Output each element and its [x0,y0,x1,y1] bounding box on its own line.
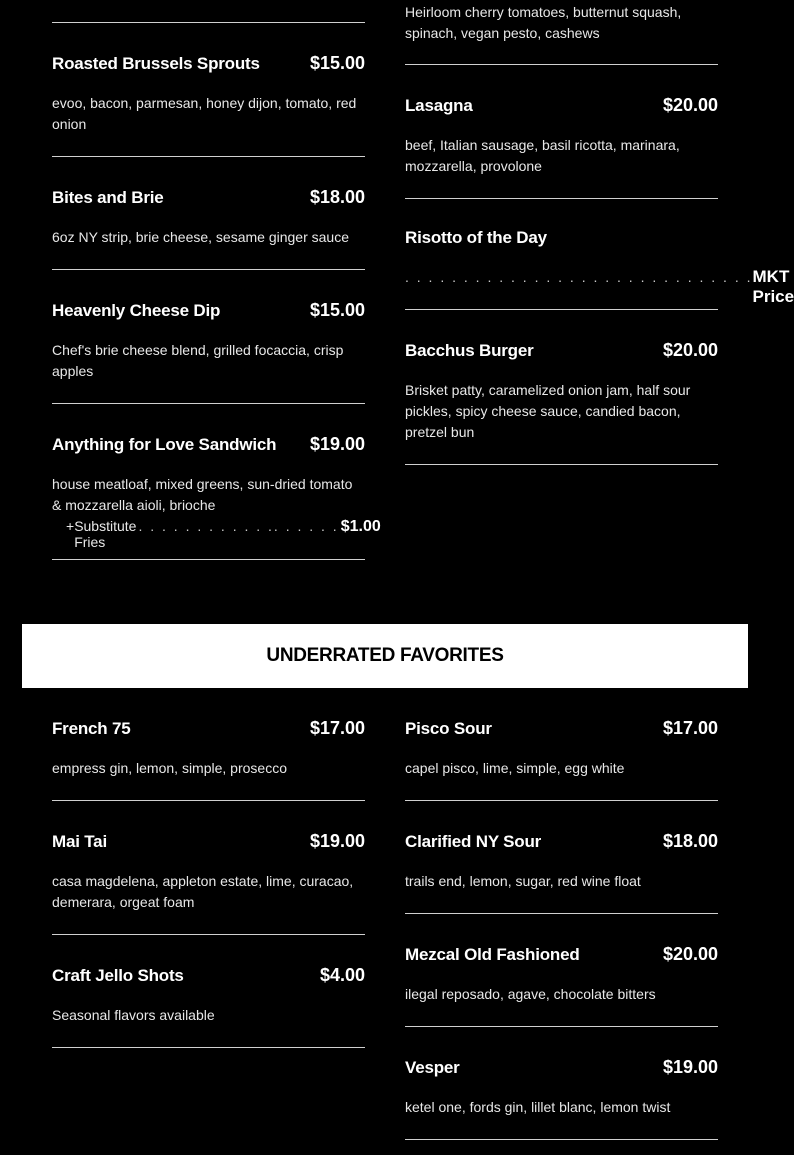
item-name: French 75 [52,719,131,738]
item-price: $4.00 [319,965,365,985]
item-description: trails end, lemon, sugar, red wine float [405,873,641,889]
item-price: $19.00 [662,1057,718,1077]
menu-item [405,340,718,443]
item-description: evoo, bacon, parmesan, honey dijon, tomato, red onion [52,95,357,132]
item-price: $20.00 [662,95,718,115]
plus-icon: + [66,518,75,534]
item-name: Vesper [405,1058,460,1077]
dot-leader: . . . . . . . . . . . .. . . . . . [138,518,339,534]
menu-item [52,300,365,382]
item-name: Mezcal Old Fashioned [405,945,580,964]
item-price: $20.00 [662,944,718,964]
item-description: Brisket patty, caramelized onion jam, half sour pickles, spicy cheese sauce, candied bacon, pretzel bun [405,382,691,440]
dot-leader: . . . . . . . . . . . . . . . . . . . . . . . . . . . . . . [405,269,753,285]
section-title: UNDERRATED FAVORITES [266,645,504,666]
divider [52,269,365,270]
item-price: $17.00 [309,718,365,738]
menu-item [52,831,365,913]
item-price: $15.00 [309,53,365,73]
item-price: $19.00 [309,831,365,851]
menu-item [52,187,365,248]
item-name: Lasagna [405,96,473,115]
divider [405,1139,718,1140]
item-description: Chef's brie cheese blend, grilled focaccia, crisp apples [52,342,344,379]
addon-price: $1.00 [340,518,381,535]
divider [52,559,365,560]
item-price: $18.00 [662,831,718,851]
menu-item [405,718,718,779]
item-description: beef, Italian sausage, basil ricotta, marinara, mozzarella, provolone [405,137,680,174]
item-price: $17.00 [662,718,718,738]
item-name: Pisco Sour [405,719,492,738]
item-price: $18.00 [309,187,365,207]
item-description: casa magdelena, appleton estate, lime, curacao, demerara, orgeat foam [52,873,354,910]
item-name: Anything for Love Sandwich [52,435,277,454]
item-name: Mai Tai [52,832,107,851]
item-description: capel pisco, lime, simple, egg white [405,760,625,776]
menu-item [52,965,365,1026]
divider [52,156,365,157]
item-description: ilegal reposado, agave, chocolate bitters [405,986,656,1002]
menu-item [405,944,718,1005]
divider [52,800,365,801]
divider [405,913,718,914]
item-description: house meatloaf, mixed greens, sun-dried tomato & mozzarella aioli, brioche [52,476,353,513]
divider [405,1026,718,1027]
menu-item [405,1057,718,1118]
item-price: $15.00 [309,300,365,320]
menu-item [405,228,794,307]
menu-item [52,718,365,779]
item-name: Clarified NY Sour [405,832,542,851]
item-description: ketel one, fords gin, lillet blanc, lemon twist [405,1099,671,1115]
divider [405,64,718,65]
item-price: $20.00 [662,340,718,360]
item-price: $19.00 [309,434,365,454]
item-name: Bacchus Burger [405,341,534,360]
menu-item [405,831,718,892]
item-name: Roasted Brussels Sprouts [52,54,260,73]
divider [405,309,718,310]
item-name: Bites and Brie [52,188,164,207]
menu-item [405,95,718,177]
addon-label: Substitute Fries [74,518,137,550]
item-description: 6oz NY strip, brie cheese, sesame ginger sauce [52,229,350,245]
divider [405,800,718,801]
menu-item [52,434,381,550]
item-addon [52,518,381,550]
item-name: Risotto of the Day [405,228,547,247]
divider [52,22,365,23]
menu-item [52,53,365,135]
divider [52,1047,365,1048]
section-title-banner [22,624,748,688]
item-name: Craft Jello Shots [52,966,184,985]
item-description: Seasonal flavors available [52,1007,215,1023]
divider [405,464,718,465]
item-price: MKT Price [752,267,794,306]
divider [52,934,365,935]
item-description: empress gin, lemon, simple, prosecco [52,760,287,776]
menu-item-cut-off [405,2,718,44]
item-description: Heirloom cherry tomatoes, butternut squash, spinach, vegan pesto, cashews [405,4,682,41]
market-price-row [405,267,794,307]
divider [52,403,365,404]
item-name: Heavenly Cheese Dip [52,301,221,320]
divider [405,198,718,199]
